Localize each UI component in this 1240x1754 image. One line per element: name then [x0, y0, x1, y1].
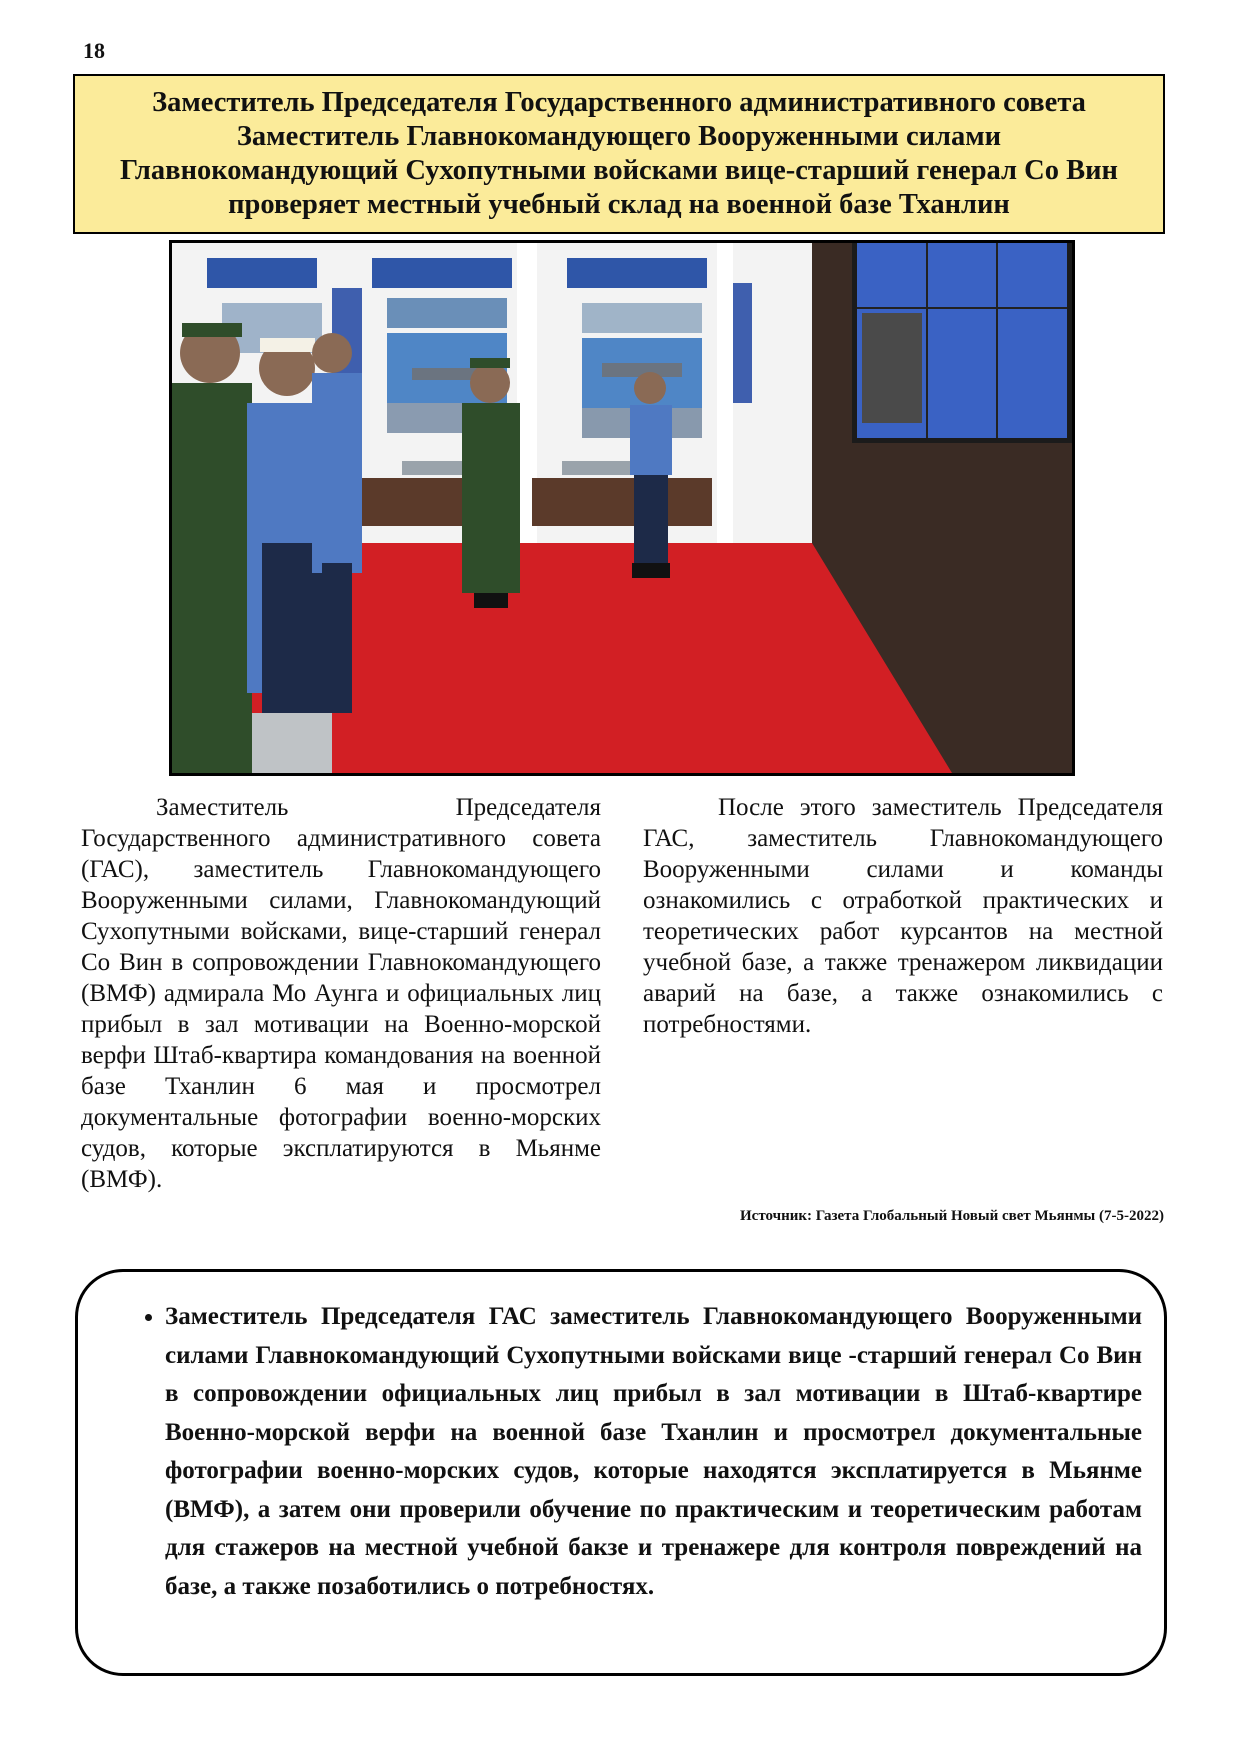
summary-item: • Заместитель Председателя ГАС заместитель Главнокомандующего Вооруженными силами Главнокомандующий Сухопутными войсками вице -старший генерал Со Вин в сопровождении официальных лиц прибыл в зал мотивации в Штаб-квартире Военно-морской верфи на военной базе Тханлин и просмотрел документальные фотографии военно-морских судов, которые находятся эксплатируется в Мьянме (ВМФ), а затем они проверили обучение по практическим и теоретическим работам для стажеров на местной учебной бакзе и тренажере для контроля повреждений на базе, а также позаботились о потребностях. [165, 1298, 1142, 1606]
article-right-column [643, 792, 1163, 1040]
summary-box [75, 1269, 1167, 1676]
article-paragraph-1: Заместитель Председателя Государственного административного совета (ГАС), заместитель Главнокомандующего Вооруженными силами, Главнокомандующий Сухопутными войсками, вице-старший генерал Со Вин в сопровождении Главнокомандующего (ВМФ) адмирала Мо Аунга и официальных лиц прибыл в зал мотивации на Военно-морской верфи Штаб-квартира командования на военной базе Тханлин 6 мая и просмотрел документальные фотографии военно-морских судов, которые эксплатируются в Мьянме (ВМФ). [81, 794, 601, 1193]
news-photo [169, 240, 1075, 776]
exhibition-scene [172, 243, 1072, 773]
video-wall [857, 243, 1067, 438]
summary-list [102, 1298, 1142, 1606]
article-left-column [81, 792, 601, 1195]
headline: Заместитель Председателя Государственного административного совета Заместитель Главнокомандующего Вооруженными силами Главнокомандующий Сухопутными войсками вице-старший генерал Со Вин проверяет местный учебный склад на военной базе Тханлин [120, 87, 1118, 220]
source-credit: Источник: Газета Глобальный Новый свет Мьянмы (7-5-2022) [740, 1208, 1164, 1224]
page-number: 18 [83, 38, 105, 63]
article-paragraph-2: После этого заместитель Председателя ГАС, заместитель Главнокомандующего Вооруженными силами и команды ознакомились с отработкой практических и теоретических работ курсантов на местной учебной базе, а также тренажером ликвидации аварий на базе, а также ознакомились с потребностями. [643, 794, 1163, 1038]
headline-box [73, 74, 1165, 234]
